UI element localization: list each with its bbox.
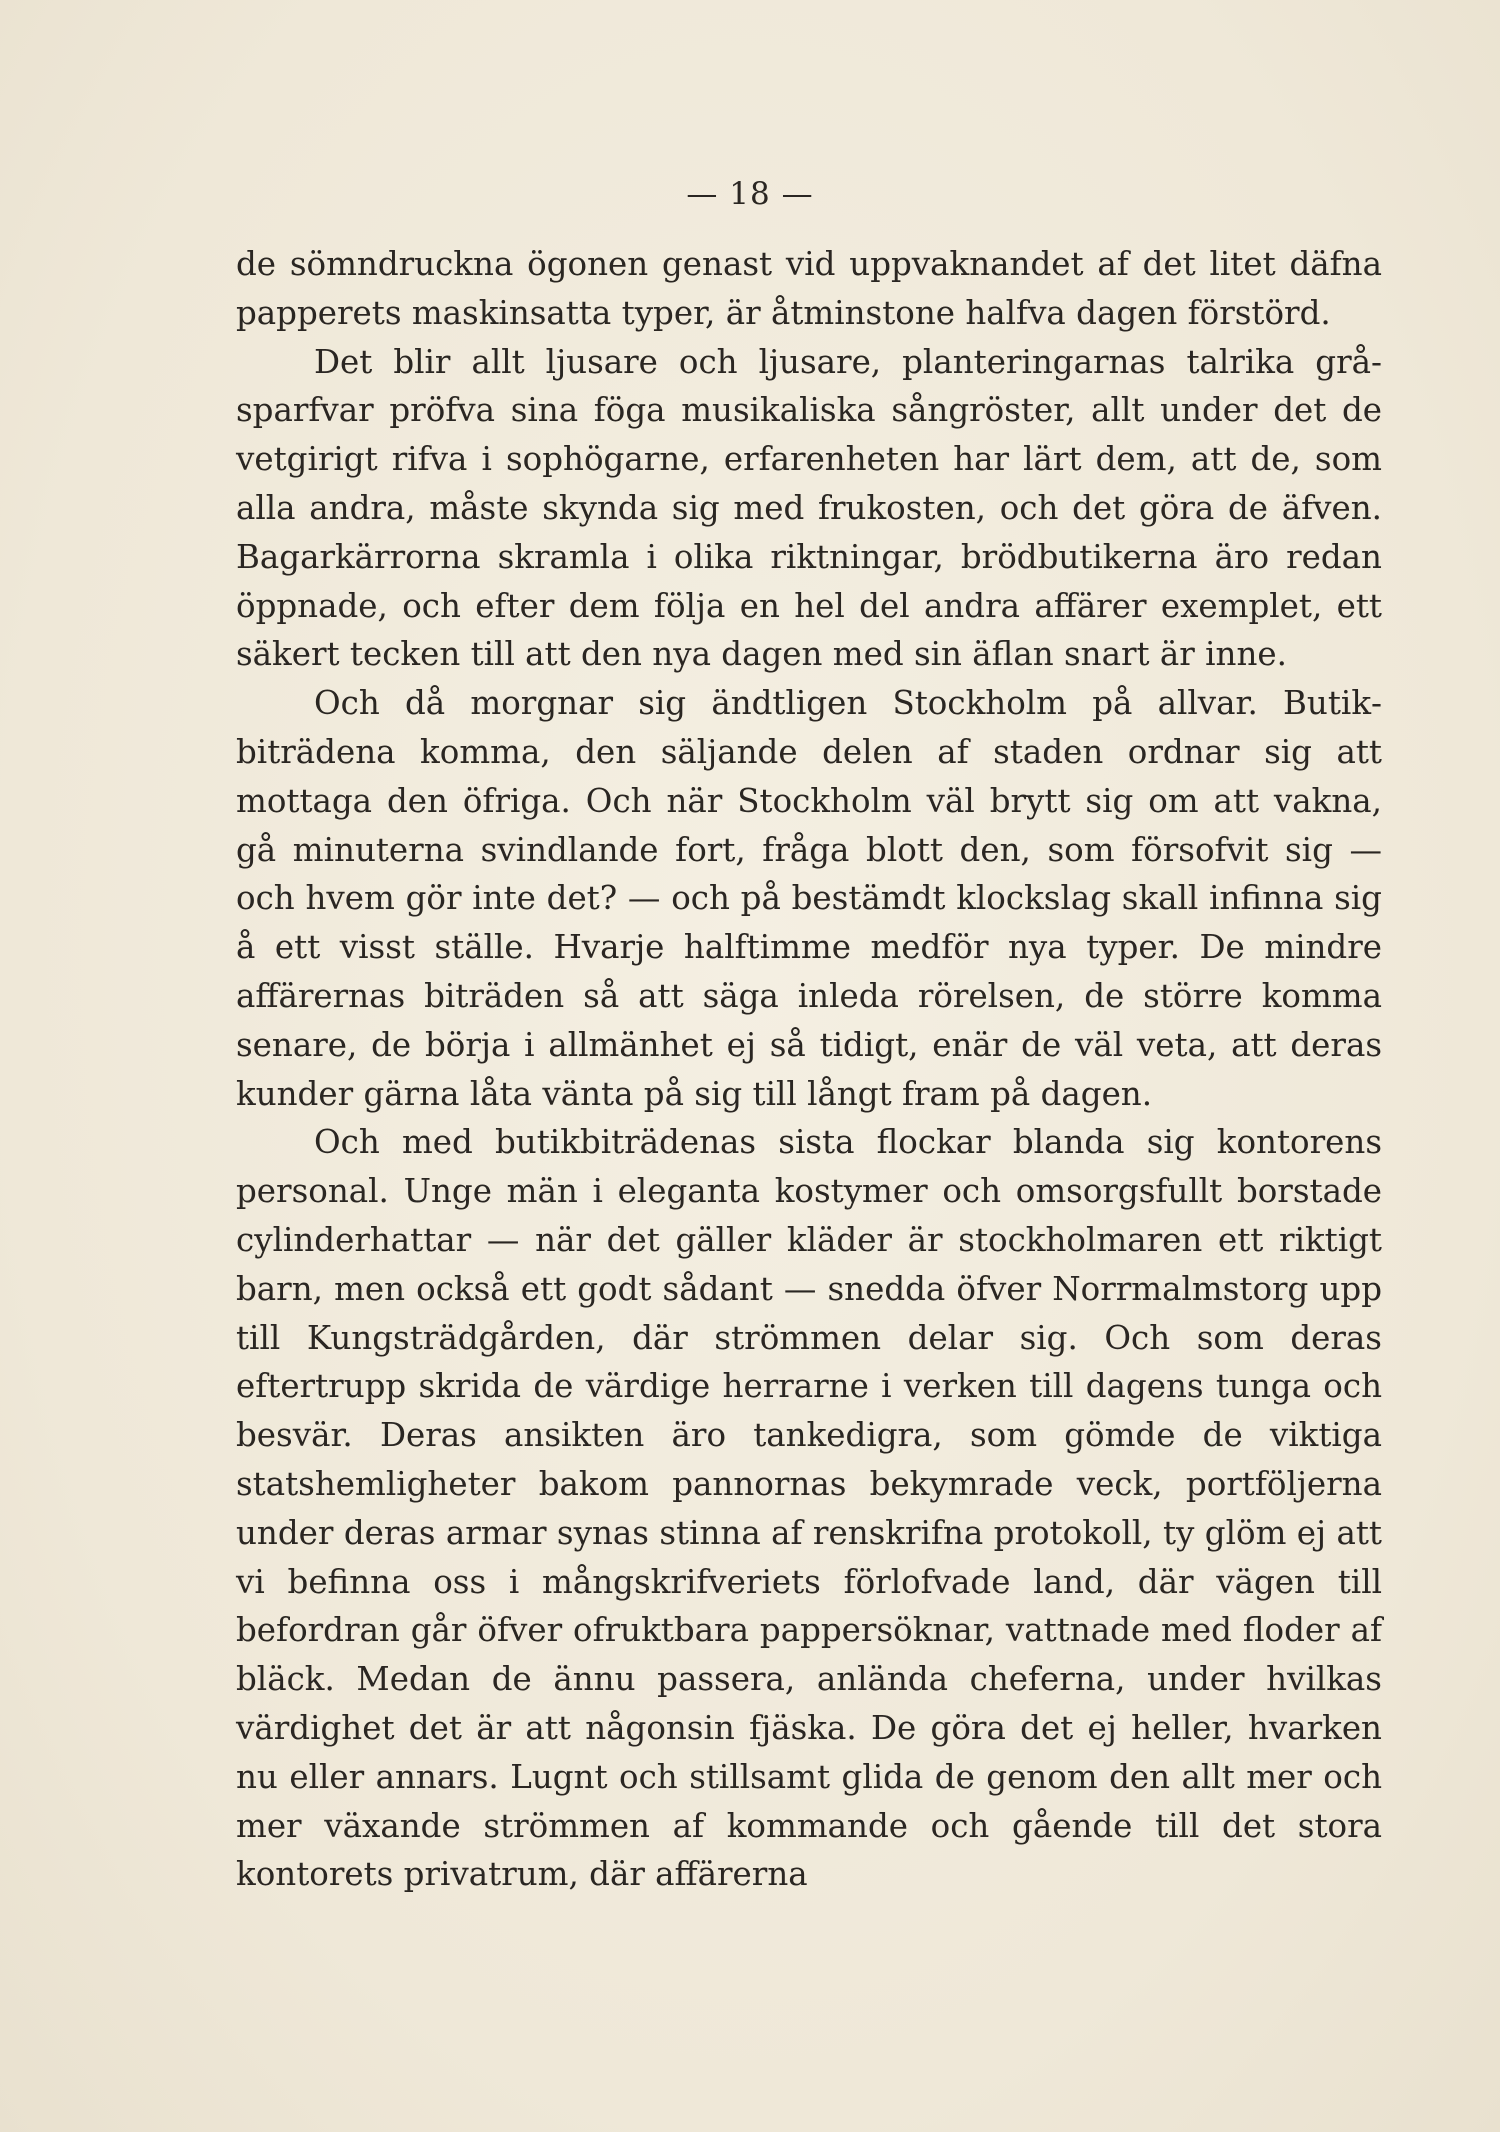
paragraph-office-staff: Och med butikbiträdenas sista flockar blanda sig kontorens personal. Unge män i eleganta kostymer och omsorgsfullt borstade cylinderhattar — när det gäller kläder är stockholmaren ett riktigt barn, men också ett godt sådant — snedda öfver Norrmalmstorg upp till Kungsträdgården, där strömmen delar sig. Och som deras eftertrupp skrida de värdige herrarne i verken till dagens tunga och besvär. Deras ansikten äro tankedigra, som gömde de viktiga statshemligheter bakom pannornas bekymrade veck, portföljerna under deras armar synas stinna af renskrifna protokoll, ty glöm ej att vi befinna oss i mångskrifveriets förlofvade land, där vägen till befordran går öfver ofruktbara pappersöknar, vattnade med floder af bläck. Medan de ännu passera, anlända cheferna, under hvilkas värdighet det är att någonsin fjäska. De göra det ej heller, hvarken nu eller annars. Lugnt och stillsamt glida de genom den allt mer och mer växande strömmen af kommande och gående till det stora kontorets privatrum, där affärerna bbox=[236, 1123, 1382, 1894]
paragraph-morning-sparrows: Det blir allt ljusare och ljusare, planteringarnas talrika gråsparfvar pröfva sina föga musikaliska sångröster, allt under det de vetgirigt rifva i sophögarne, erfarenheten har lärt dem, att de, som alla andra, måste skynda sig med frukosten, och det göra de äfven. Bagarkärrorna skramla i olika riktningar, brödbutikerna äro redan öppnade, och efter dem följa en hel del andra affärer exemplet, ett säkert tecken till att den nya dagen med sin äflan snart är inne. bbox=[236, 342, 1382, 674]
paragraph-continued: de sömndruckna ögonen genast vid uppvaknandet af det litet däfna papperets maskinsatta typer, är åtminstone halfva dagen förstörd. bbox=[236, 245, 1382, 332]
body-text bbox=[236, 240, 1382, 1899]
page-number: — 18 — bbox=[686, 176, 814, 212]
paragraph-stockholm-wakes: Och då morgnar sig ändtligen Stockholm på allvar. Butikbiträdena komma, den säljande delen af staden ordnar sig att mottaga den öfriga. Och när Stockholm väl brytt sig om att vakna, gå minuterna svindlande fort, fråga blott den, som försofvit sig — och hvem gör inte det? — och på bestämdt klockslag skall infinna sig å ett visst ställe. Hvarje halftimme medför nya typer. De mindre affärernas biträden så att säga inleda rörelsen, de större komma senare, de börja i allmänhet ej så tidigt, enär de väl veta, att deras kunder gärna låta vänta på sig till långt fram på dagen. bbox=[236, 684, 1382, 1113]
